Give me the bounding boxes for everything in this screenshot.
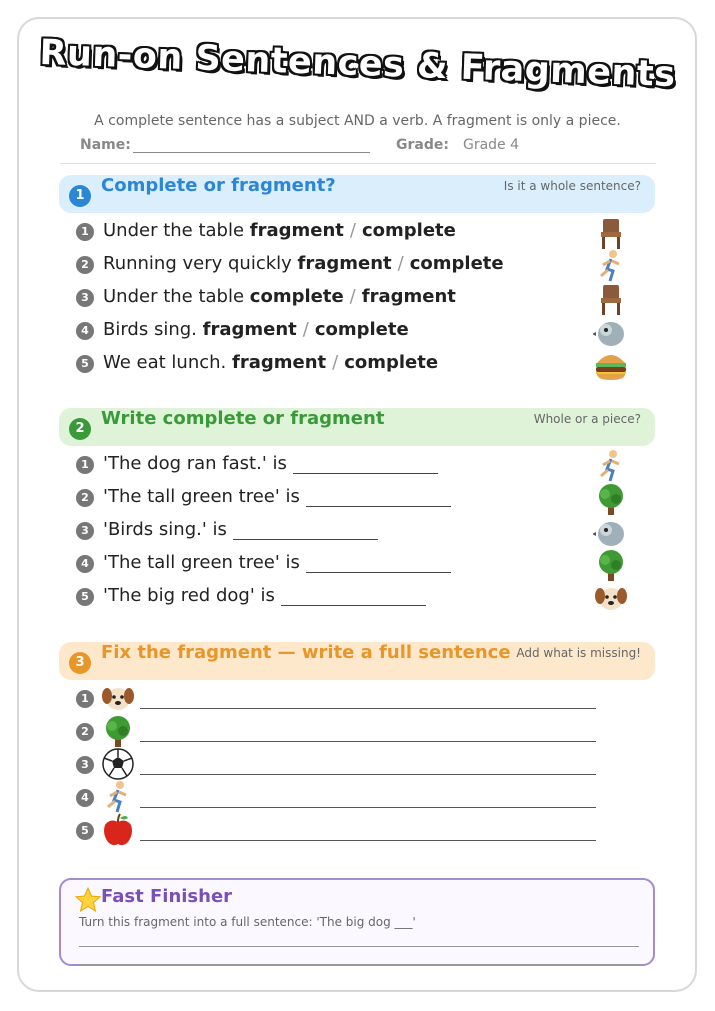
- apple-icon: [100, 812, 136, 848]
- grade-label: Grade:: [396, 137, 449, 153]
- section-1-header: [59, 175, 655, 213]
- burger-icon: [593, 347, 629, 383]
- item-number: 5: [76, 355, 94, 373]
- answer-line[interactable]: [140, 774, 596, 775]
- dog-icon: [593, 580, 629, 616]
- section-hint: Add what is missing!: [516, 646, 641, 660]
- answer-line[interactable]: [79, 946, 639, 947]
- item-text: 'The tall green tree' is: [103, 486, 306, 507]
- list-item: [76, 750, 596, 784]
- section-title: Write complete or fragment: [101, 408, 385, 429]
- list-item: [76, 783, 596, 817]
- item-number: 4: [76, 322, 94, 340]
- name-field[interactable]: [133, 138, 370, 153]
- choice-option[interactable]: fragment: [232, 352, 327, 373]
- item-text: We eat lunch.: [103, 352, 232, 373]
- item-text: 'Birds sing.' is: [103, 519, 233, 540]
- section-hint: Is it a whole sentence?: [503, 179, 641, 193]
- item-number: 2: [76, 256, 94, 274]
- item-text: 'The dog ran fast.' is: [103, 453, 293, 474]
- answer-blank[interactable]: [306, 556, 451, 573]
- dog-icon: [100, 680, 136, 716]
- list-item: 1 Under the table fragment / complete: [76, 217, 636, 247]
- item-text: 'The big red dog' is: [103, 585, 281, 606]
- answer-line[interactable]: [140, 840, 596, 841]
- list-item: 2 Running very quickly fragment / complete: [76, 250, 636, 280]
- answer-blank[interactable]: [233, 523, 378, 540]
- page-subtitle: A complete sentence has a subject AND a verb. A fragment is only a piece.: [94, 113, 621, 129]
- list-item: [76, 483, 636, 513]
- item-number: 5: [76, 822, 94, 840]
- list-item: 4 Birds sing. fragment / complete: [76, 316, 636, 346]
- answer-line[interactable]: [140, 807, 596, 808]
- list-item: 3 Under the table complete / fragment: [76, 283, 636, 313]
- fast-finisher-title: Fast Finisher: [101, 886, 233, 907]
- item-number: 2: [76, 489, 94, 507]
- item-number: 1: [76, 690, 94, 708]
- item-number: 5: [76, 588, 94, 606]
- choice-option[interactable]: complete: [409, 253, 504, 274]
- fast-finisher-box: [59, 878, 655, 966]
- item-number: 4: [76, 789, 94, 807]
- list-item: [76, 717, 596, 751]
- list-item: [76, 816, 596, 850]
- star-icon: [75, 887, 101, 913]
- tree-icon: [593, 547, 629, 583]
- section-title: Complete or fragment?: [101, 175, 336, 196]
- section-3-header: [59, 642, 655, 680]
- list-item: [76, 549, 636, 579]
- answer-line[interactable]: [140, 708, 596, 709]
- chair-icon: [593, 215, 629, 251]
- chair-icon: [593, 281, 629, 317]
- section-hint: Whole or a piece?: [533, 412, 641, 426]
- section-number: 2: [69, 418, 91, 440]
- tree-icon: [593, 481, 629, 517]
- runner-icon: [593, 248, 629, 284]
- choice-option[interactable]: fragment: [297, 253, 392, 274]
- item-number: 1: [76, 223, 94, 241]
- item-number: 4: [76, 555, 94, 573]
- bird-icon: [593, 314, 629, 350]
- bird-icon: [593, 514, 629, 550]
- choice-option[interactable]: complete: [344, 352, 439, 373]
- name-label: Name:: [80, 137, 131, 153]
- soccer-ball-icon: [100, 746, 136, 782]
- list-item: [76, 450, 636, 480]
- header-divider: [60, 163, 656, 164]
- fast-finisher-prompt: Turn this fragment into a full sentence: 'The big dog ___': [79, 915, 416, 929]
- section-number: 1: [69, 185, 91, 207]
- section-2-header: [59, 408, 655, 446]
- runner-icon: [100, 779, 136, 815]
- answer-blank[interactable]: [281, 589, 426, 606]
- choice-option[interactable]: fragment: [361, 286, 456, 307]
- item-number: 2: [76, 723, 94, 741]
- choice-option[interactable]: complete: [361, 220, 456, 241]
- choice-option[interactable]: complete: [314, 319, 409, 340]
- answer-line[interactable]: [79, 964, 639, 965]
- item-text: Running very quickly: [103, 253, 298, 274]
- tree-icon: [100, 713, 136, 749]
- answer-blank[interactable]: [293, 457, 438, 474]
- choice-option[interactable]: complete: [249, 286, 344, 307]
- item-number: 3: [76, 756, 94, 774]
- name-row: [80, 137, 370, 153]
- page-title: Run-on Sentences & Fragments: [38, 32, 677, 96]
- choice-option[interactable]: fragment: [202, 319, 297, 340]
- section-title: Fix the fragment — write a full sentence: [101, 642, 511, 663]
- answer-line[interactable]: [140, 741, 596, 742]
- grade-row: [396, 137, 519, 153]
- item-number: 3: [76, 289, 94, 307]
- item-text: 'The tall green tree' is: [103, 552, 306, 573]
- item-text: Birds sing.: [103, 319, 203, 340]
- list-item: [76, 684, 596, 718]
- section-number: 3: [69, 652, 91, 674]
- runner-icon: [593, 448, 629, 484]
- list-item: [76, 582, 636, 612]
- list-item: [76, 516, 636, 546]
- item-number: 1: [76, 456, 94, 474]
- choice-option[interactable]: fragment: [249, 220, 344, 241]
- item-number: 3: [76, 522, 94, 540]
- answer-blank[interactable]: [306, 490, 451, 507]
- list-item: 5 We eat lunch. fragment / complete: [76, 349, 636, 379]
- item-text: Under the table: [103, 220, 250, 241]
- item-text: Under the table: [103, 286, 250, 307]
- grade-value: Grade 4: [462, 137, 520, 153]
